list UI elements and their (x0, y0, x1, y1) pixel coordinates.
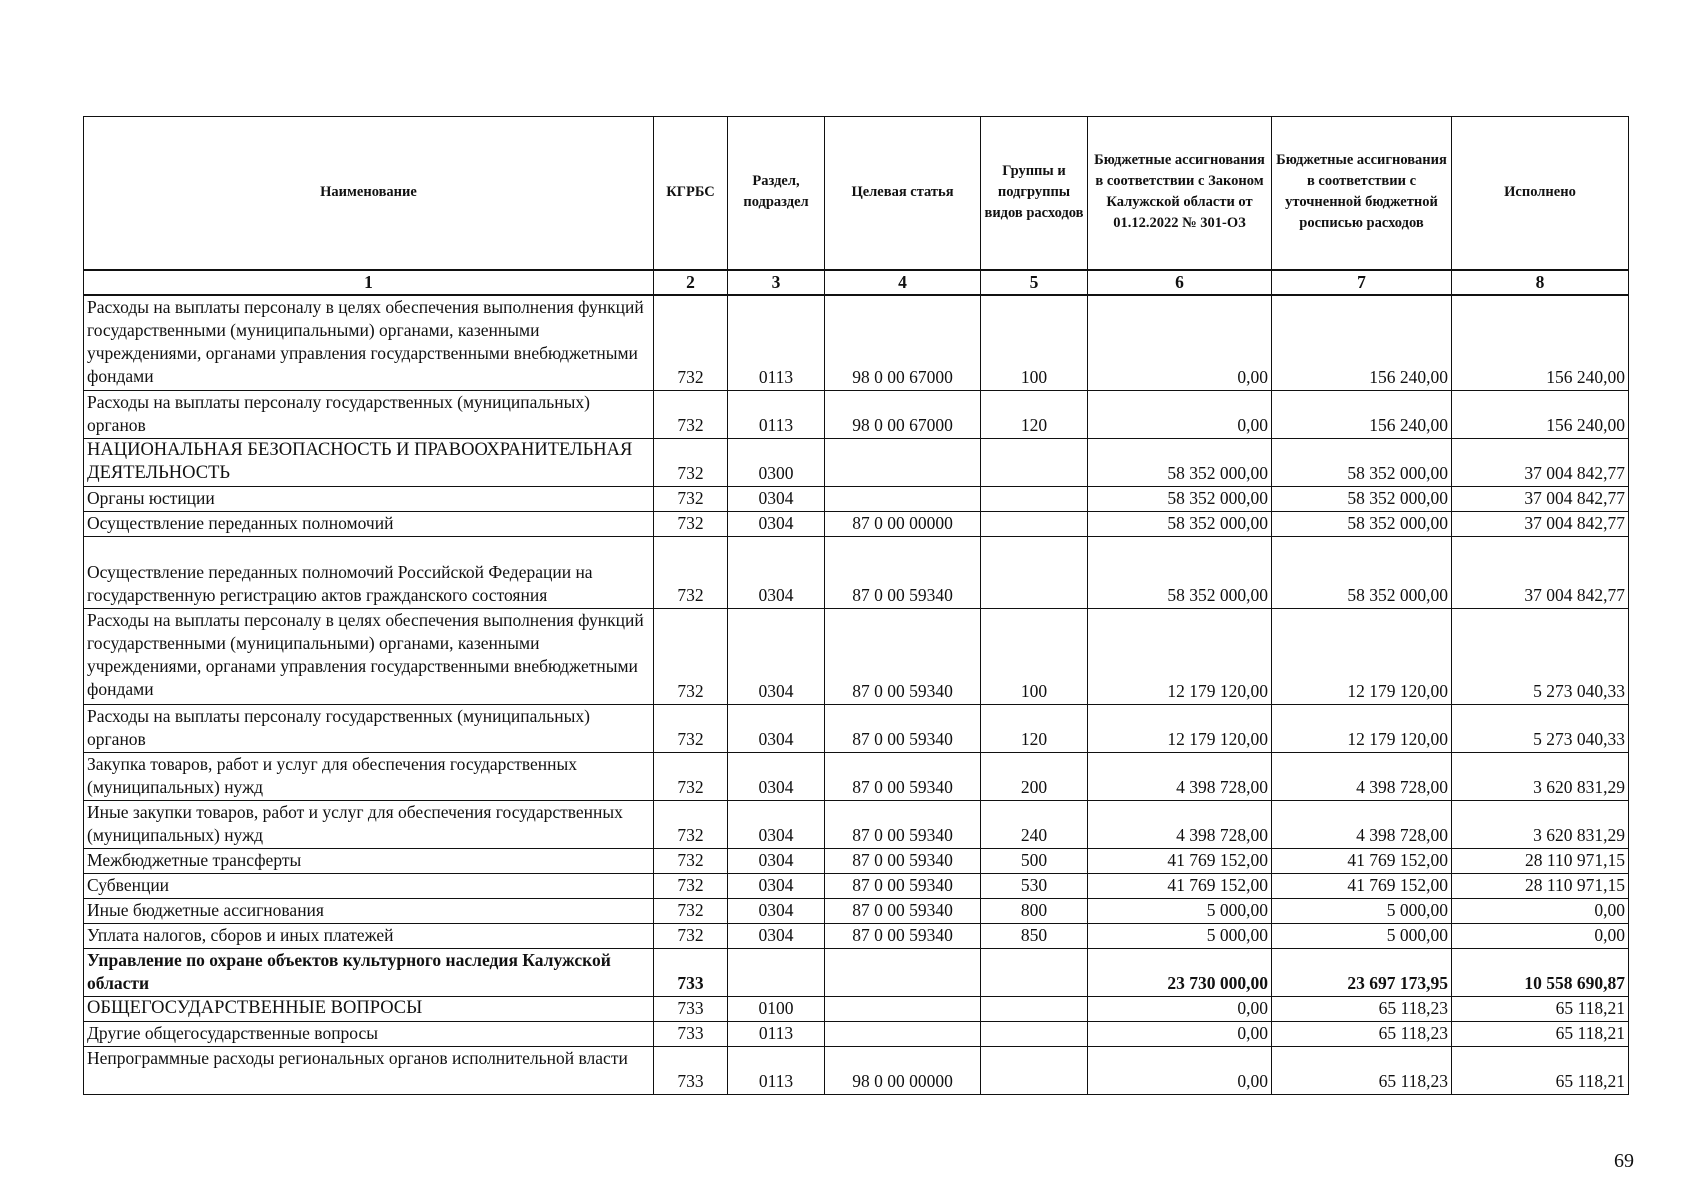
row-revised-allocation: 58 352 000,00 (1272, 512, 1452, 537)
column-number: 2 (654, 270, 728, 295)
row-executed: 3 620 831,29 (1452, 753, 1629, 801)
header-row (84, 117, 1629, 270)
row-revised-allocation: 4 398 728,00 (1272, 753, 1452, 801)
row-kgrbs: 732 (654, 801, 728, 849)
row-target-article: 87 0 00 59340 (825, 705, 981, 753)
row-law-allocation: 0,00 (1088, 997, 1272, 1022)
row-kgrbs: 732 (654, 753, 728, 801)
row-revised-allocation: 41 769 152,00 (1272, 874, 1452, 899)
row-expense-group (981, 512, 1088, 537)
row-kgrbs: 732 (654, 295, 728, 391)
table-row (84, 924, 1629, 949)
row-name: Осуществление переданных полномочий (84, 512, 654, 537)
row-expense-group: 120 (981, 705, 1088, 753)
table-row (84, 295, 1629, 391)
row-law-allocation: 12 179 120,00 (1088, 705, 1272, 753)
table-row (84, 609, 1629, 705)
row-section: 0304 (728, 801, 825, 849)
row-revised-allocation: 156 240,00 (1272, 391, 1452, 439)
table-row (84, 537, 1629, 609)
row-executed: 0,00 (1452, 899, 1629, 924)
header-name: Наименование (84, 117, 654, 270)
column-number: 7 (1272, 270, 1452, 295)
row-law-allocation: 23 730 000,00 (1088, 949, 1272, 997)
row-section: 0113 (728, 391, 825, 439)
row-executed: 5 273 040,33 (1452, 609, 1629, 705)
row-section: 0304 (728, 705, 825, 753)
row-name: НАЦИОНАЛЬНАЯ БЕЗОПАСНОСТЬ И ПРАВООХРАНИТЕЛЬНАЯ ДЕЯТЕЛЬНОСТЬ (84, 439, 654, 487)
row-expense-group: 500 (981, 849, 1088, 874)
row-executed: 65 118,21 (1452, 1022, 1629, 1047)
table-row (84, 949, 1629, 997)
row-target-article: 87 0 00 59340 (825, 874, 981, 899)
row-kgrbs: 732 (654, 924, 728, 949)
row-target-article: 87 0 00 59340 (825, 537, 981, 609)
row-kgrbs: 732 (654, 899, 728, 924)
row-law-allocation: 58 352 000,00 (1088, 512, 1272, 537)
row-law-allocation: 41 769 152,00 (1088, 849, 1272, 874)
row-name: Управление по охране объектов культурного наследия Калужской области (84, 949, 654, 997)
row-expense-group: 800 (981, 899, 1088, 924)
table-row (84, 899, 1629, 924)
column-number-row (84, 270, 1629, 295)
row-law-allocation: 58 352 000,00 (1088, 487, 1272, 512)
row-law-allocation: 0,00 (1088, 1047, 1272, 1095)
table-row (84, 801, 1629, 849)
header-target-article: Целевая статья (825, 117, 981, 270)
row-name: ОБЩЕГОСУДАРСТВЕННЫЕ ВОПРОСЫ (84, 997, 654, 1022)
row-name: Непрограммные расходы региональных органов исполнительной власти (84, 1047, 654, 1095)
row-target-article: 87 0 00 59340 (825, 849, 981, 874)
row-name: Иные закупки товаров, работ и услуг для обеспечения государственных (муниципальных) нужд (84, 801, 654, 849)
row-law-allocation: 5 000,00 (1088, 899, 1272, 924)
row-target-article (825, 1022, 981, 1047)
row-expense-group (981, 487, 1088, 512)
table-row (84, 874, 1629, 899)
table-row (84, 849, 1629, 874)
header-expense-group: Группы и подгруппы видов расходов (981, 117, 1088, 270)
row-expense-group (981, 1022, 1088, 1047)
row-target-article (825, 487, 981, 512)
row-target-article (825, 949, 981, 997)
row-executed: 37 004 842,77 (1452, 439, 1629, 487)
row-executed: 156 240,00 (1452, 295, 1629, 391)
row-section: 0113 (728, 1022, 825, 1047)
row-kgrbs: 732 (654, 439, 728, 487)
row-target-article: 87 0 00 59340 (825, 609, 981, 705)
row-expense-group: 100 (981, 295, 1088, 391)
row-section: 0113 (728, 295, 825, 391)
row-kgrbs: 732 (654, 849, 728, 874)
row-revised-allocation: 58 352 000,00 (1272, 487, 1452, 512)
row-name: Субвенции (84, 874, 654, 899)
row-section: 0304 (728, 537, 825, 609)
budget-execution-table (83, 116, 1629, 1095)
row-section: 0304 (728, 487, 825, 512)
row-revised-allocation: 156 240,00 (1272, 295, 1452, 391)
row-section: 0304 (728, 924, 825, 949)
header-executed: Исполнено (1452, 117, 1629, 270)
row-target-article: 87 0 00 59340 (825, 753, 981, 801)
row-revised-allocation: 5 000,00 (1272, 899, 1452, 924)
row-revised-allocation: 5 000,00 (1272, 924, 1452, 949)
row-name: Иные бюджетные ассигнования (84, 899, 654, 924)
row-section: 0304 (728, 899, 825, 924)
row-name: Расходы на выплаты персоналу государственных (муниципальных) органов (84, 391, 654, 439)
table-row (84, 753, 1629, 801)
row-kgrbs: 732 (654, 609, 728, 705)
row-law-allocation: 0,00 (1088, 295, 1272, 391)
row-section: 0113 (728, 1047, 825, 1095)
row-expense-group: 850 (981, 924, 1088, 949)
row-section (728, 949, 825, 997)
row-revised-allocation: 4 398 728,00 (1272, 801, 1452, 849)
page-number: 69 (1614, 1150, 1634, 1172)
row-kgrbs: 732 (654, 512, 728, 537)
header-law-allocation: Бюджетные ассигнования в соответствии с Законом Калужской области от 01.12.2022 № 301-ОЗ (1088, 117, 1272, 270)
column-number: 3 (728, 270, 825, 295)
row-kgrbs: 732 (654, 391, 728, 439)
table-row (84, 439, 1629, 487)
row-target-article: 98 0 00 00000 (825, 1047, 981, 1095)
row-law-allocation: 58 352 000,00 (1088, 439, 1272, 487)
column-number: 8 (1452, 270, 1629, 295)
row-expense-group (981, 537, 1088, 609)
row-kgrbs: 732 (654, 874, 728, 899)
row-name: Расходы на выплаты персоналу в целях обеспечения выполнения функций государственными (муниципальными) органами, казенными учреждениями, органами управления государственными внебюджетными фондами (84, 295, 654, 391)
row-expense-group (981, 439, 1088, 487)
row-executed: 5 273 040,33 (1452, 705, 1629, 753)
row-kgrbs: 733 (654, 1022, 728, 1047)
table-row (84, 997, 1629, 1022)
row-target-article: 98 0 00 67000 (825, 295, 981, 391)
row-revised-allocation: 58 352 000,00 (1272, 439, 1452, 487)
row-target-article: 87 0 00 59340 (825, 924, 981, 949)
column-number: 1 (84, 270, 654, 295)
row-law-allocation: 0,00 (1088, 391, 1272, 439)
row-law-allocation: 4 398 728,00 (1088, 801, 1272, 849)
row-revised-allocation: 41 769 152,00 (1272, 849, 1452, 874)
row-kgrbs: 733 (654, 949, 728, 997)
table-row (84, 512, 1629, 537)
table-row (84, 391, 1629, 439)
row-name: Расходы на выплаты персоналу в целях обеспечения выполнения функций государственными (муниципальными) органами, казенными учреждениями, органами управления государственными внебюджетными фондами (84, 609, 654, 705)
row-revised-allocation: 12 179 120,00 (1272, 609, 1452, 705)
row-name: Межбюджетные трансферты (84, 849, 654, 874)
row-law-allocation: 58 352 000,00 (1088, 537, 1272, 609)
row-expense-group: 200 (981, 753, 1088, 801)
row-section: 0304 (728, 512, 825, 537)
row-law-allocation: 41 769 152,00 (1088, 874, 1272, 899)
row-target-article: 87 0 00 59340 (825, 801, 981, 849)
table-row (84, 487, 1629, 512)
row-expense-group (981, 1047, 1088, 1095)
header-kgrbs: КГРБС (654, 117, 728, 270)
row-name: Осуществление переданных полномочий Российской Федерации на государственную регистрацию актов гражданского состояния (84, 537, 654, 609)
table-row (84, 705, 1629, 753)
row-executed: 10 558 690,87 (1452, 949, 1629, 997)
table-row (84, 1022, 1629, 1047)
row-kgrbs: 733 (654, 997, 728, 1022)
row-executed: 28 110 971,15 (1452, 849, 1629, 874)
row-revised-allocation: 65 118,23 (1272, 1047, 1452, 1095)
row-revised-allocation: 65 118,23 (1272, 997, 1452, 1022)
column-number: 5 (981, 270, 1088, 295)
row-name: Закупка товаров, работ и услуг для обеспечения государственных (муниципальных) нужд (84, 753, 654, 801)
row-expense-group: 530 (981, 874, 1088, 899)
row-law-allocation: 4 398 728,00 (1088, 753, 1272, 801)
row-executed: 37 004 842,77 (1452, 537, 1629, 609)
row-executed: 28 110 971,15 (1452, 874, 1629, 899)
row-law-allocation: 12 179 120,00 (1088, 609, 1272, 705)
row-expense-group (981, 997, 1088, 1022)
row-target-article: 87 0 00 59340 (825, 899, 981, 924)
row-section: 0304 (728, 753, 825, 801)
header-section: Раздел, подраздел (728, 117, 825, 270)
row-kgrbs: 732 (654, 487, 728, 512)
row-expense-group: 240 (981, 801, 1088, 849)
column-number: 6 (1088, 270, 1272, 295)
row-executed: 37 004 842,77 (1452, 512, 1629, 537)
row-executed: 65 118,21 (1452, 1047, 1629, 1095)
row-section: 0304 (728, 849, 825, 874)
row-kgrbs: 732 (654, 705, 728, 753)
row-executed: 3 620 831,29 (1452, 801, 1629, 849)
row-section: 0300 (728, 439, 825, 487)
row-name: Другие общегосударственные вопросы (84, 1022, 654, 1047)
column-number: 4 (825, 270, 981, 295)
row-revised-allocation: 65 118,23 (1272, 1022, 1452, 1047)
row-name: Органы юстиции (84, 487, 654, 512)
row-name: Расходы на выплаты персоналу государственных (муниципальных) органов (84, 705, 654, 753)
row-name: Уплата налогов, сборов и иных платежей (84, 924, 654, 949)
row-kgrbs: 733 (654, 1047, 728, 1095)
row-target-article: 87 0 00 00000 (825, 512, 981, 537)
header-revised-allocation: Бюджетные ассигнования в соответствии с уточненной бюджетной росписью расходов (1272, 117, 1452, 270)
row-expense-group: 120 (981, 391, 1088, 439)
row-executed: 156 240,00 (1452, 391, 1629, 439)
row-expense-group (981, 949, 1088, 997)
row-revised-allocation: 12 179 120,00 (1272, 705, 1452, 753)
row-executed: 65 118,21 (1452, 997, 1629, 1022)
row-kgrbs: 732 (654, 537, 728, 609)
row-target-article (825, 439, 981, 487)
row-target-article: 98 0 00 67000 (825, 391, 981, 439)
row-law-allocation: 0,00 (1088, 1022, 1272, 1047)
row-section: 0304 (728, 609, 825, 705)
row-law-allocation: 5 000,00 (1088, 924, 1272, 949)
row-executed: 0,00 (1452, 924, 1629, 949)
row-revised-allocation: 23 697 173,95 (1272, 949, 1452, 997)
row-target-article (825, 997, 981, 1022)
table-row (84, 1047, 1629, 1095)
row-section: 0304 (728, 874, 825, 899)
row-revised-allocation: 58 352 000,00 (1272, 537, 1452, 609)
row-expense-group: 100 (981, 609, 1088, 705)
row-section: 0100 (728, 997, 825, 1022)
row-executed: 37 004 842,77 (1452, 487, 1629, 512)
